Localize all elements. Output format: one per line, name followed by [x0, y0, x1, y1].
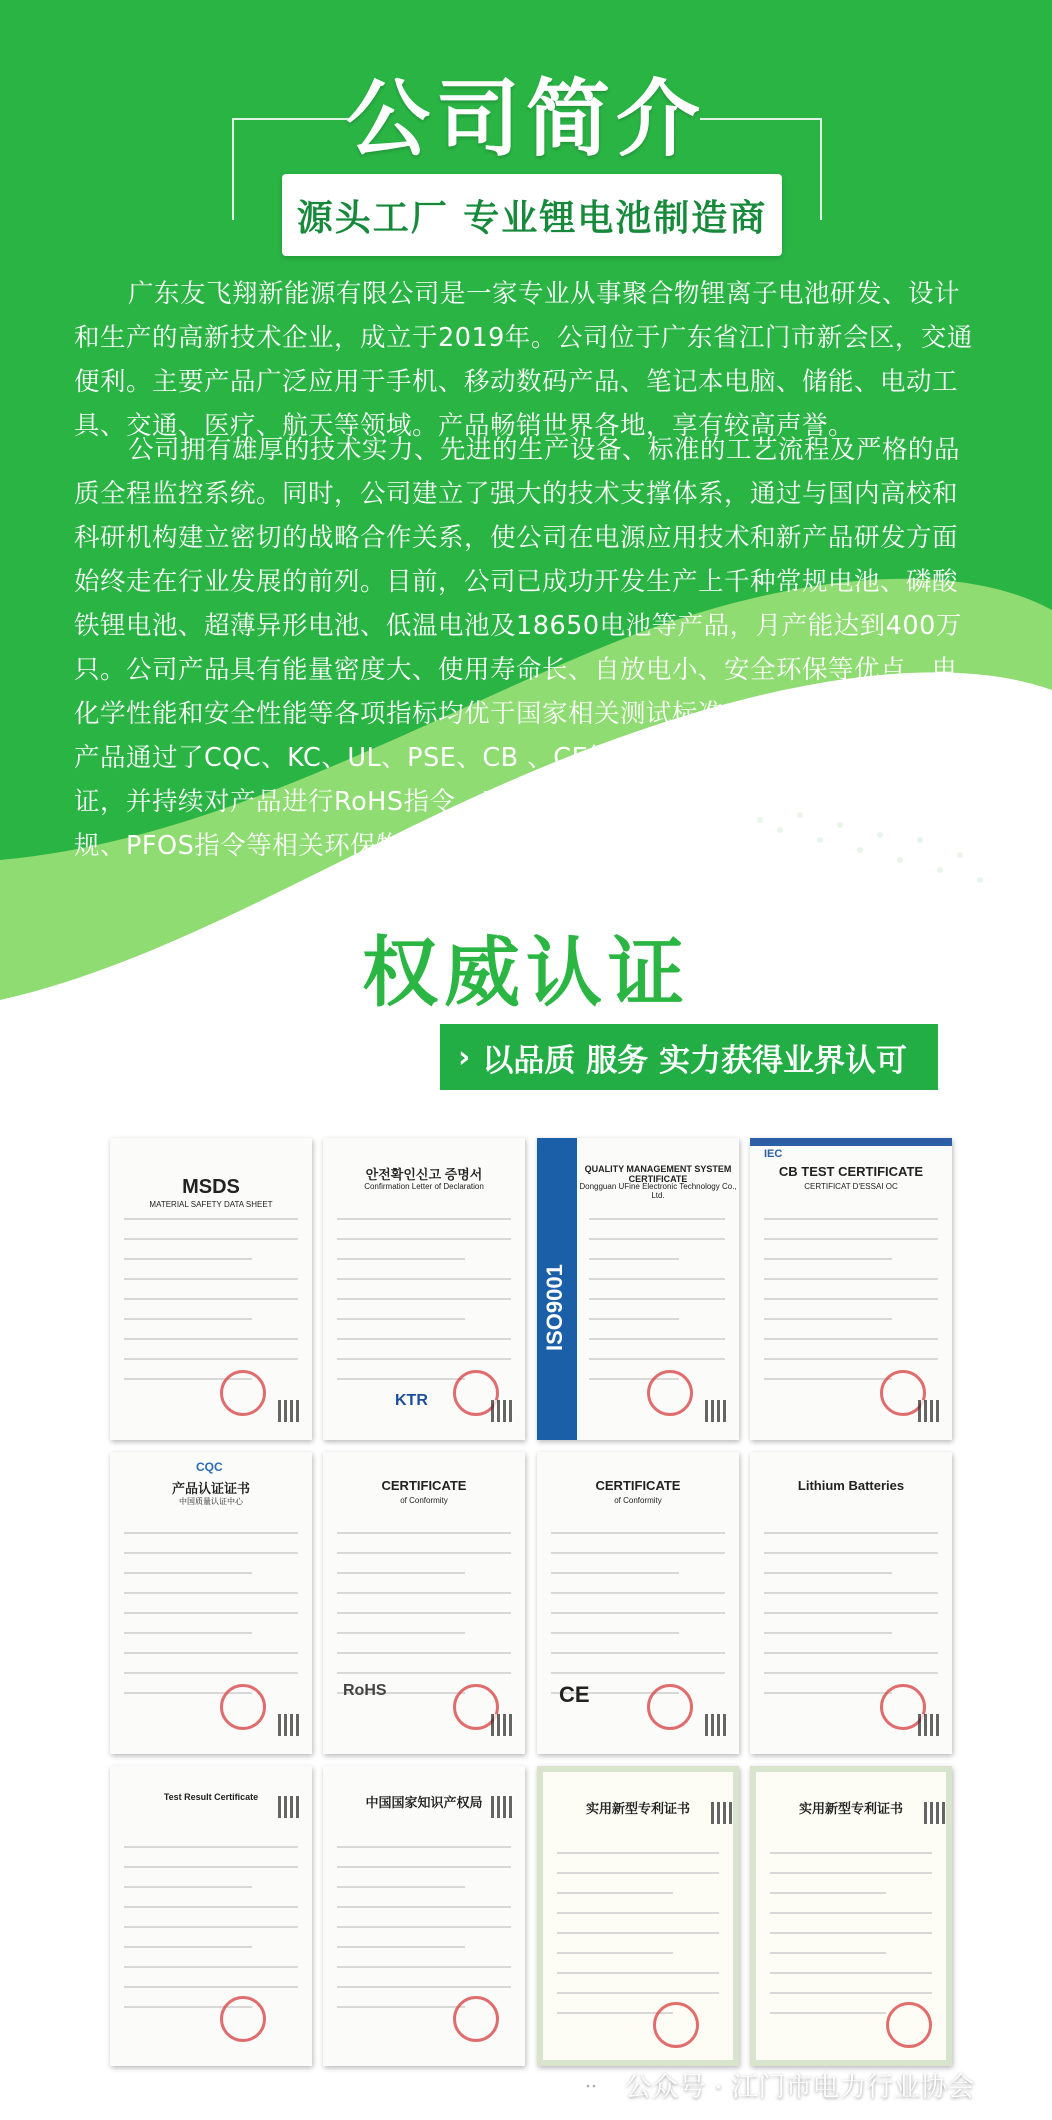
certificate-text-line	[124, 1986, 298, 1988]
certificate-card	[110, 1766, 312, 2066]
certificate-text-line	[557, 1912, 719, 1914]
certificate-title: Lithium Batteries	[797, 1478, 905, 1493]
certificate-subtitle: MATERIAL SAFETY DATA SHEET	[149, 1200, 273, 1209]
certificate-text-line	[764, 1652, 938, 1654]
certificate-text-line	[124, 1218, 298, 1220]
certification-tagline	[440, 1024, 938, 1090]
qr-code-icon	[491, 1796, 513, 1818]
certificate-text-line	[764, 1552, 938, 1554]
certificate-text-line	[337, 1966, 511, 1968]
intro-line: 质全程监控系统。同时，公司建立了强大的技术支撑体系，通过与国内高校和	[74, 479, 959, 509]
certificate-text-line	[764, 1378, 892, 1380]
certificate-text-line	[124, 1278, 298, 1280]
wechat-icon	[580, 2078, 608, 2100]
certificate-subtitle: 中国质量认证中心	[179, 1497, 243, 1506]
certificate-card	[323, 1452, 525, 1754]
certificate-title: QUALITY MANAGEMENT SYSTEM CERTIFICATE	[584, 1164, 732, 1184]
certificate-text-line	[124, 1338, 298, 1340]
certificate-text-line	[557, 1992, 719, 1994]
certificate-text-line	[337, 1986, 511, 1988]
certificate-text-line	[124, 1612, 298, 1614]
certificate-text-line	[764, 1592, 938, 1594]
qr-code-icon	[491, 1400, 513, 1422]
certificate-title: 产品认证证书	[171, 1481, 250, 1496]
certificate-text-line	[337, 2006, 465, 2008]
qr-code-icon	[711, 1802, 733, 1824]
certificate-text-line	[337, 1612, 511, 1614]
intro-line: 和生产的高新技术企业，成立于2019年。公司位于广东省江门市新会区，交通	[74, 323, 973, 353]
certificate-text-line	[337, 1338, 511, 1340]
certificate-text-line	[589, 1278, 725, 1280]
certificate-seal	[886, 2002, 932, 2048]
certificate-text-line	[551, 1572, 679, 1574]
certification-title: 权威认证	[362, 928, 690, 1017]
certificate-text-line	[124, 1946, 252, 1948]
qr-code-icon	[278, 1796, 300, 1818]
certificate-text-line	[551, 1632, 679, 1634]
certificate-text-line	[337, 1318, 465, 1320]
certificate-text-line	[124, 1592, 298, 1594]
certificate-text-line	[124, 1652, 298, 1654]
qr-code-icon	[924, 1802, 946, 1824]
certificate-title: 中国国家知识产权局	[365, 1795, 483, 1810]
certificate-card	[537, 1138, 739, 1440]
certificate-text-line	[764, 1338, 938, 1340]
certificate-text-line	[557, 1952, 673, 1954]
qr-code-icon	[491, 1714, 513, 1736]
certificate-text-line	[551, 1612, 725, 1614]
certificate-text-line	[557, 1872, 719, 1874]
certificate-text-line	[589, 1358, 725, 1360]
certificate-text-line	[337, 1672, 511, 1674]
intro-line: 证，并持续对产品进行RoHS指令、REACH法	[74, 787, 598, 817]
certificate-text-line	[337, 1278, 511, 1280]
certificate-subtitle: of Conformity	[400, 1496, 448, 1505]
certificate-subtitle: Confirmation Letter of Declaration	[364, 1182, 484, 1191]
intro-line: 科研机构建立密切的战略合作关系，使公司在电源应用技术和新产品研发方面	[74, 523, 959, 553]
certificate-text-line	[124, 1866, 298, 1868]
certificate-text-line	[124, 1886, 252, 1888]
certificate-text-line	[124, 1906, 298, 1908]
certificate-text-line	[124, 1532, 298, 1534]
certificate-text-line	[337, 1926, 511, 1928]
certificate-text-line	[764, 1632, 892, 1634]
certificate-text-line	[124, 1966, 298, 1968]
qr-code-icon	[705, 1714, 727, 1736]
intro-line: 始终走在行业发展的前列。目前，公司已成功开发生产上千种常规电池、磷酸	[74, 567, 959, 597]
certificate-card	[537, 1452, 739, 1754]
intro-line: 具、交通、医疗、航天等领域。产品畅销世界各地，享有较高声誉。	[74, 411, 855, 441]
certificate-text-line	[764, 1672, 938, 1674]
certificate-text-line	[337, 1652, 511, 1654]
qr-code-icon	[705, 1400, 727, 1422]
certificate-text-line	[770, 1852, 932, 1854]
certificate-title: MSDS	[182, 1176, 240, 1198]
certificate-text-line	[551, 1552, 725, 1554]
certificate-card	[750, 1452, 952, 1754]
certificate-text-line	[764, 1258, 892, 1260]
certificate-text-line	[764, 1692, 892, 1694]
chevron-right-icon: ›	[458, 1039, 471, 1075]
certificate-text-line	[770, 2012, 886, 2014]
certificate-text-line	[770, 1872, 932, 1874]
certificate-title: CB TEST CERTIFICATE	[778, 1164, 924, 1179]
certificate-text-line	[589, 1318, 679, 1320]
certificate-text-line	[764, 1572, 892, 1574]
qr-code-icon	[278, 1714, 300, 1736]
certificate-mark: KTR	[395, 1392, 428, 1409]
certificate-mark: ISO9001	[542, 1264, 567, 1351]
certificate-text-line	[589, 1218, 725, 1220]
certificate-card	[110, 1138, 312, 1440]
certificate-title: 实用新型专利证书	[585, 1801, 690, 1816]
certificate-text-line	[337, 1532, 511, 1534]
certificate-text-line	[337, 1572, 465, 1574]
certificate-mark: CQC	[196, 1460, 223, 1474]
certificate-text-line	[337, 1552, 511, 1554]
certificate-card	[110, 1452, 312, 1754]
certificate-subtitle: of Conformity	[614, 1496, 662, 1505]
certificate-text-line	[557, 1892, 673, 1894]
qr-code-icon	[918, 1400, 940, 1422]
certificate-text-line	[764, 1218, 938, 1220]
certificate-text-line	[551, 1532, 725, 1534]
certificate-seal	[653, 2002, 699, 2048]
certificate-text-line	[551, 1652, 725, 1654]
certificate-card	[750, 1766, 952, 2066]
certificate-text-line	[124, 1552, 298, 1554]
intro-line: 规、PFOS指令等相关环保物质的检测。	[74, 831, 533, 861]
certificate-text-line	[124, 1258, 252, 1260]
certificate-text-line	[124, 1926, 298, 1928]
certificate-text-line	[337, 1906, 511, 1908]
tagline-text: 以品质 服务 实力获得业界认可	[482, 1042, 907, 1079]
certificate-mark: RoHS	[343, 1682, 387, 1699]
certificate-text-line	[557, 1852, 719, 1854]
certificate-text-line	[764, 1612, 938, 1614]
certificate-text-line	[764, 1238, 938, 1240]
certificate-seal	[453, 1996, 499, 2042]
certificate-text-line	[124, 1358, 298, 1360]
intro-line: 产品通过了CQC、KC、UL、PSE、CB 、CE等相关认	[74, 743, 693, 773]
certificate-seal	[220, 1996, 266, 2042]
certificate-text-line	[337, 1358, 511, 1360]
certificate-text-line	[764, 1318, 892, 1320]
certificate-text-line	[124, 1238, 298, 1240]
certificate-text-line	[770, 1992, 932, 1994]
certificate-text-line	[764, 1358, 938, 1360]
certificate-text-line	[337, 1886, 465, 1888]
certificate-text-line	[124, 1298, 298, 1300]
certificate-title: 안전확인신고 증명서	[365, 1167, 483, 1182]
certificate-text-line	[124, 1846, 298, 1848]
certificate-seal	[647, 1684, 693, 1730]
qr-code-icon	[918, 1714, 940, 1736]
certificate-text-line	[337, 1592, 511, 1594]
iec-top-band	[750, 1138, 952, 1146]
certificate-title: CERTIFICATE	[381, 1478, 467, 1493]
qr-code-icon	[278, 1400, 300, 1422]
company-subtitle: 源头工厂 专业锂电池制造商	[282, 174, 782, 256]
certificate-seal	[220, 1370, 266, 1416]
intro-line: 公司拥有雄厚的技术实力、先进的生产设备、标准的工艺流程及严格的品	[128, 435, 961, 465]
certificate-seal	[647, 1370, 693, 1416]
certificate-text-line	[337, 1298, 511, 1300]
certificate-mark: IEC	[764, 1148, 783, 1160]
certificate-text-line	[337, 1846, 511, 1848]
watermark-text: 公众号 · 江门市电力行业协会	[624, 2072, 975, 2103]
certificate-text-line	[124, 1318, 252, 1320]
certificate-card	[323, 1766, 525, 2066]
intro-line: 铁锂电池、超薄异形电池、低温电池及18650电池等产品，月产能达到400万	[74, 611, 962, 641]
certificate-text-line	[124, 1572, 252, 1574]
certificate-text-line	[124, 1632, 252, 1634]
intro-line: 便利。主要产品广泛应用于手机、移动数码产品、笔记本电脑、储能、电动工	[74, 367, 959, 397]
footer-watermark	[580, 2065, 974, 2104]
certificate-card	[750, 1138, 952, 1440]
certificate-text-line	[337, 1218, 511, 1220]
intro-line: 广东友飞翔新能源有限公司是一家专业从事聚合物锂离子电池研发、设计	[128, 279, 961, 309]
certificate-text-line	[770, 1912, 932, 1914]
certificate-text-line	[764, 1532, 938, 1534]
page-title: 公司简介	[345, 70, 706, 168]
certificate-text-line	[764, 1298, 938, 1300]
intro-line: 化学性能和安全性能等各项指标均优于国家相关测试标准。公司	[74, 699, 803, 729]
certificate-text-line	[551, 1592, 725, 1594]
certificate-subtitle: Dongguan UFine Electronic Technology Co., Ltd.	[579, 1182, 737, 1200]
certificate-subtitle: CERTIFICAT D'ESSAI OC	[804, 1182, 898, 1191]
certificate-text-line	[764, 1278, 938, 1280]
certificate-text-line	[770, 1892, 886, 1894]
certificate-card	[537, 1766, 739, 2066]
intro-line: 只。公司产品具有能量密度大、使用寿命长、自放电小、安全环保等优点，电	[74, 655, 959, 685]
certificate-text-line	[770, 1952, 886, 1954]
certificate-title: Test Result Certificate	[163, 1792, 259, 1802]
certificate-text-line	[770, 1972, 932, 1974]
certificate-text-line	[337, 1866, 511, 1868]
certificate-text-line	[589, 1338, 725, 1340]
certificate-text-line	[551, 1672, 725, 1674]
certificate-text-line	[124, 1672, 298, 1674]
certificate-title: 实用新型专利证书	[798, 1801, 903, 1816]
certificate-text-line	[337, 1946, 465, 1948]
certificate-text-line	[337, 1378, 465, 1380]
certificate-card	[323, 1138, 525, 1440]
certificate-text-line	[557, 1932, 719, 1934]
certificate-text-line	[337, 1238, 511, 1240]
certificate-seal	[220, 1684, 266, 1730]
certificate-text-line	[589, 1258, 679, 1260]
certificate-text-line	[589, 1298, 725, 1300]
certificate-text-line	[337, 1632, 465, 1634]
certificate-text-line	[589, 1238, 725, 1240]
certificate-text-line	[770, 1932, 932, 1934]
certificate-title: CERTIFICATE	[595, 1478, 681, 1493]
certificate-text-line	[557, 1972, 719, 1974]
certificate-text-line	[337, 1258, 465, 1260]
certificate-mark: CE	[559, 1682, 590, 1707]
